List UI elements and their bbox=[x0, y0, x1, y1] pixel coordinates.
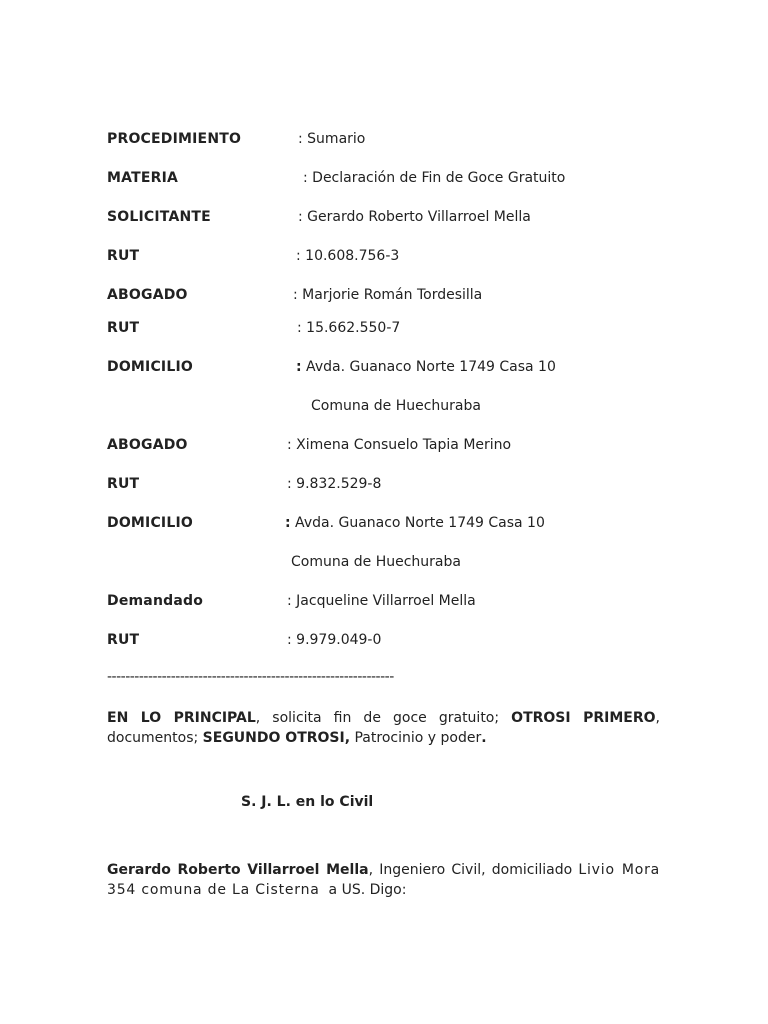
row-label: ABOGADO bbox=[107, 437, 188, 453]
principal-text: , solicita fin de goce gratuito; bbox=[255, 710, 512, 726]
row-value: : Gerardo Roberto Villarroel Mella bbox=[298, 209, 531, 225]
summary-paragraph bbox=[107, 708, 660, 748]
row-value bbox=[296, 357, 556, 377]
row-label: SOLICITANTE bbox=[107, 209, 211, 225]
row-label: PROCEDIMIENTO bbox=[107, 131, 242, 147]
applicant-address: Livio Mora 354 comuna de La Cisterna bbox=[107, 862, 661, 898]
row-value: : 10.608.756-3 bbox=[296, 248, 400, 264]
row-label: RUT bbox=[107, 248, 140, 264]
row-label: RUT bbox=[107, 476, 140, 492]
row-label: DOMICILIO bbox=[107, 515, 193, 531]
row-value: Comuna de Huechuraba bbox=[291, 554, 461, 570]
separator-line: --------------------------------------------------------------- bbox=[107, 669, 394, 685]
segundo-otrosi-label: SEGUNDO OTROSI, bbox=[202, 730, 351, 746]
row-label: RUT bbox=[107, 632, 140, 648]
applicant-name: Gerardo Roberto Villarroel Mella bbox=[107, 862, 369, 878]
row-value: : 15.662.550-7 bbox=[297, 320, 401, 336]
row-value: : Sumario bbox=[298, 131, 366, 147]
row-label: DOMICILIO bbox=[107, 359, 193, 375]
intro-paragraph bbox=[107, 860, 660, 900]
row-value: : 9.979.049-0 bbox=[287, 632, 382, 648]
row-value: : Marjorie Román Tordesilla bbox=[293, 287, 483, 303]
otrosi-primero-text: , documentos; bbox=[107, 710, 660, 746]
colon: : bbox=[296, 359, 302, 375]
address-text: Avda. Guanaco Norte 1749 Casa 10 bbox=[301, 359, 556, 375]
row-value: : Ximena Consuelo Tapia Merino bbox=[287, 437, 512, 453]
court-heading: S. J. L. en lo Civil bbox=[241, 794, 374, 810]
otrosi-primero-label: OTROSI PRIMERO bbox=[511, 710, 656, 726]
summary-end: . bbox=[481, 730, 487, 746]
row-value bbox=[285, 513, 545, 533]
row-label: MATERIA bbox=[107, 170, 179, 186]
segundo-otrosi-text: Patrocinio y poder bbox=[350, 730, 482, 746]
row-value: : 9.832.529-8 bbox=[287, 476, 382, 492]
row-label: Demandado bbox=[107, 593, 204, 609]
intro-closing: a US. Digo: bbox=[319, 882, 407, 898]
row-value: : Jacqueline Villarroel Mella bbox=[287, 593, 476, 609]
address-text: Avda. Guanaco Norte 1749 Casa 10 bbox=[290, 515, 545, 531]
row-label: RUT bbox=[107, 320, 140, 336]
intro-text: , Ingeniero Civil, domiciliado bbox=[368, 862, 579, 878]
principal-label: EN LO PRINCIPAL bbox=[107, 710, 256, 726]
row-label: ABOGADO bbox=[107, 287, 188, 303]
colon: : bbox=[285, 515, 291, 531]
row-value: : Declaración de Fin de Goce Gratuito bbox=[303, 170, 566, 186]
row-value: Comuna de Huechuraba bbox=[311, 398, 481, 414]
